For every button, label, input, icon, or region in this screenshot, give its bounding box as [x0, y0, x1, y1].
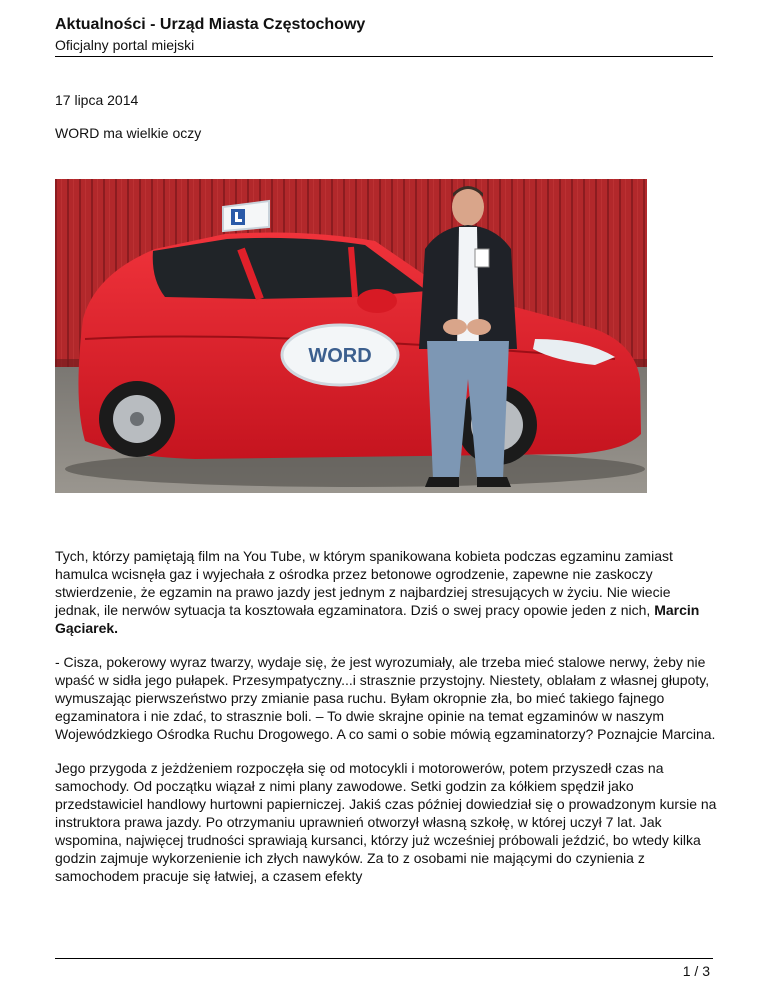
paragraph-opinions: - Cisza, pokerowy wyraz twarzy, wydaje się, że jest wyrozumiały, ale trzeba mieć stalowe nerwy, żeby nie wpaść w sidła jego pułapek. Przesympatyczny...i strasznie przystojny. Niestety, oblałam z własnej głupoty, wymuszając pierwszeństwo przy zmianie pasa ruchu. Byłam okropnie zła, bo mieć takiego fajnego egzaminatora i nie zdać, to strasznie boli. – To dwie skrajne opinie na temat egzaminów w naszym Wojewódzkiego Ośrodka Ruchu Drogowego. A co sami o sobie mówią egzaminatorzy? Poznajcie Marcina.: [55, 654, 716, 742]
article-photo: [55, 179, 647, 493]
site-subtitle: Oficjalny portal miejski: [55, 37, 195, 53]
article-date: 17 lipca 2014: [55, 92, 139, 108]
footer-divider: [55, 958, 713, 959]
paragraph-intro-text: Tych, którzy pamiętają film na You Tube, w którym spanikowana kobieta podczas egzaminu zamiast hamulca wcisnęła gaz i wyjechała z ośrodka przez betonowe ogrodzenie, zapewne nie zaskoczy stwierdzenie, że egzamin na prawo jazdy jest jednym z najbardziej stresujących w życiu. Nie wiecie jednak, ile nerwów sytuacja ta kosztowała egzaminatora. Dziś o swej pracy opowie jeden z nich,: [55, 548, 673, 618]
article-title: WORD ma wielkie oczy: [55, 125, 202, 141]
page-number: 1 / 3: [682, 963, 710, 979]
article-body: [55, 547, 717, 901]
header-divider: [55, 56, 713, 57]
interviewee-name: Marcin Gąciarek.: [55, 602, 700, 636]
site-title: Aktualności - Urząd Miasta Częstochowy: [55, 16, 366, 33]
paragraph-career: Jego przygoda z jeżdżeniem rozpoczęła się od motocykli i motorowerów, potem przyszedł czas na samochody. Od początku wiązał z nimi plany zawodowe. Setki godzin za kółkiem spędził jako przedstawiciel handlowy hurtowni papierniczej. Jakiś czas później dowiedział się o prowadzonym kursie na instruktora prawa jazdy. Po otrzymaniu uprawnień otworzył własną szkołę, w której uczył 7 lat. Jak wspomina, najwięcej trudności sprawiają kursanci, którzy już wcześniej próbowali jeździć, bo wtedy kilka godzin zajmuje wykorzenienie ich złych nawyków. Za to z osobami nie mającymi do czynienia z samochodem pracuje się łatwiej, a czasem efekty: [55, 760, 717, 884]
door-sign-text: WORD: [308, 345, 372, 367]
paragraph-intro: [55, 547, 717, 637]
page-header: [55, 15, 713, 54]
